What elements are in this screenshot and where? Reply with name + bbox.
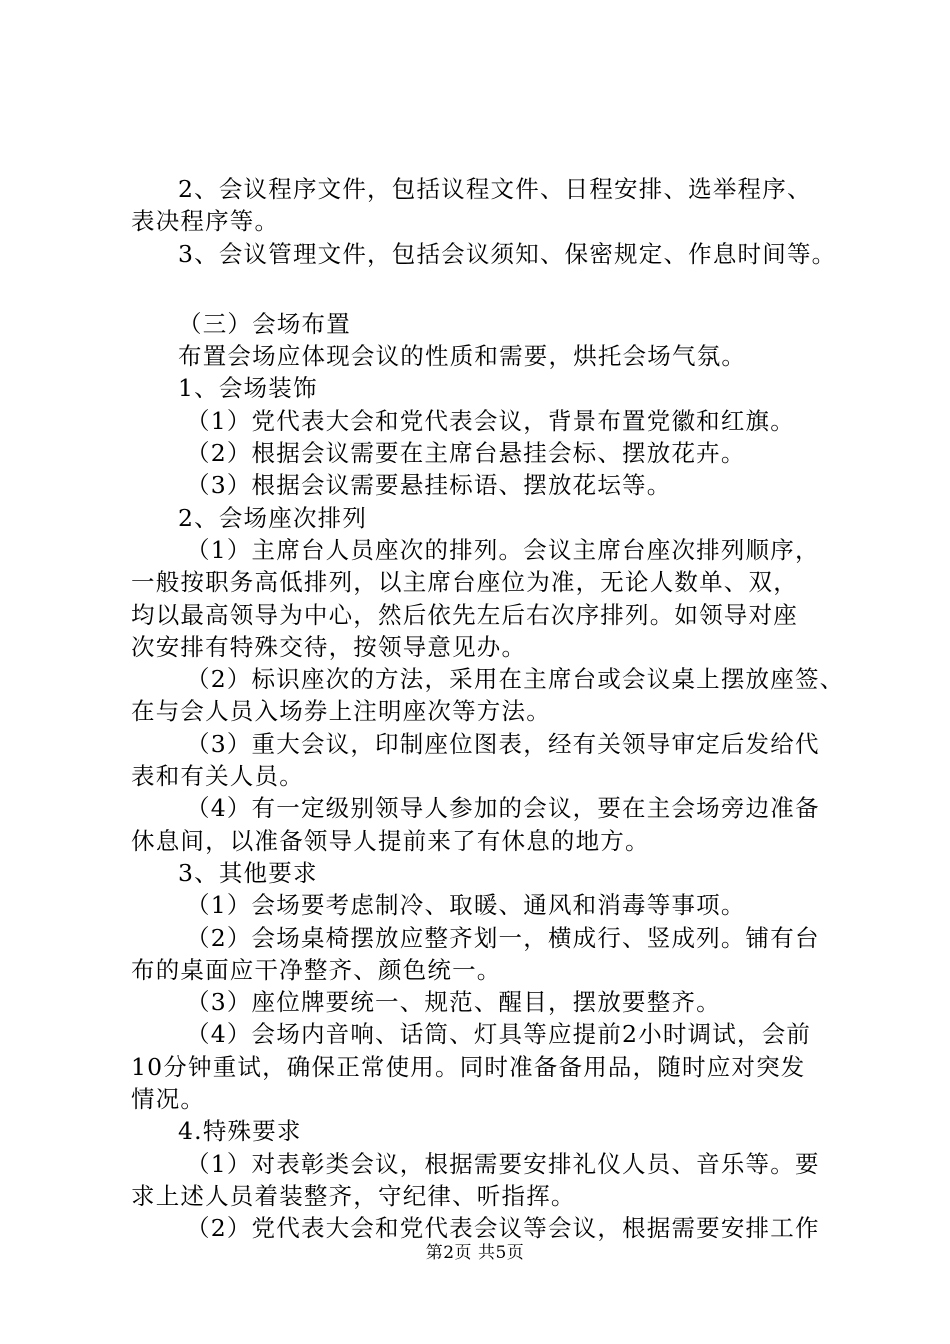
body-line: （3）重大会议，印制座位图表，经有关领导审定后发给代: [186, 729, 820, 758]
body-line: （2）党代表大会和党代表会议等会议，根据需要安排工作: [186, 1214, 820, 1243]
body-line: 3、会议管理文件，包括会议须知、保密规定、作息时间等。: [178, 239, 837, 268]
body-line: 一般按职务高低排列，以主席台座位为准，无论人数单、双，: [131, 568, 798, 597]
subsection-heading: 1、会场装饰: [178, 374, 318, 403]
subsection-heading: 3、其他要求: [178, 858, 318, 887]
body-line: （2）根据会议需要在主席台悬挂会标、摆放花卉。: [186, 439, 746, 468]
body-line: 布置会场应体现会议的性质和需要，烘托会场气氛。: [178, 342, 747, 371]
body-line: （2）会场桌椅摆放应整齐划一，横成行、竖成列。铺有台: [186, 923, 820, 952]
body-line: （4）会场内音响、话筒、灯具等应提前2小时调试，会前: [186, 1020, 812, 1049]
body-line: 均以最高领导为中心，然后依先左后右次序排列。如领导对座: [131, 600, 798, 629]
document-body: [131, 173, 845, 1245]
body-line: 表决程序等。: [131, 207, 280, 236]
paragraph-gap: [131, 270, 831, 308]
subsection-heading: 4.特殊要求: [178, 1117, 302, 1146]
body-line: 休息间，以准备领导人提前来了有休息的地方。: [131, 826, 650, 855]
body-line: 情况。: [131, 1085, 206, 1114]
body-line: 布的桌面应干净整齐、颜色统一。: [131, 955, 502, 984]
body-line: （4）有一定级别领导人参加的会议，要在主会场旁边准备: [186, 794, 820, 823]
body-line: （3）座位牌要统一、规范、醒目，摆放要整齐。: [186, 988, 721, 1017]
body-line: （1）会场要考虑制冷、取暖、通风和消毒等事项。: [186, 891, 746, 920]
body-line: （1）主席台人员座次的排列。会议主席台座次排列顺序，: [186, 535, 820, 564]
subsection-heading: 2、会场座次排列: [178, 503, 368, 532]
section-title: （三）会场布置: [178, 309, 351, 338]
body-line: 10分钟重试，确保正常使用。同时准备备用品，随时应对突发: [131, 1052, 806, 1081]
body-line: 求上述人员着装整齐，守纪律、听指挥。: [131, 1181, 576, 1210]
body-line: （1）对表彰类会议，根据需要安排礼仪人员、音乐等。要: [186, 1149, 820, 1178]
body-line: （1）党代表大会和党代表会议，背景布置党徽和红旗。: [186, 406, 795, 435]
body-line: 表和有关人员。: [131, 762, 304, 791]
body-line: 在与会人员入场券上注明座次等方法。: [131, 697, 551, 726]
body-line: 2、会议程序文件，包括议程文件、日程安排、选举程序、: [178, 175, 812, 203]
page-footer: 第2页 共5页: [425, 1243, 525, 1263]
body-line: 次安排有特殊交待，按领导意见办。: [131, 632, 527, 661]
body-line: （3）根据会议需要悬挂标语、摆放花坛等。: [186, 471, 672, 500]
body-line: （2）标识座次的方法，采用在主席台或会议桌上摆放座签、: [186, 665, 845, 694]
